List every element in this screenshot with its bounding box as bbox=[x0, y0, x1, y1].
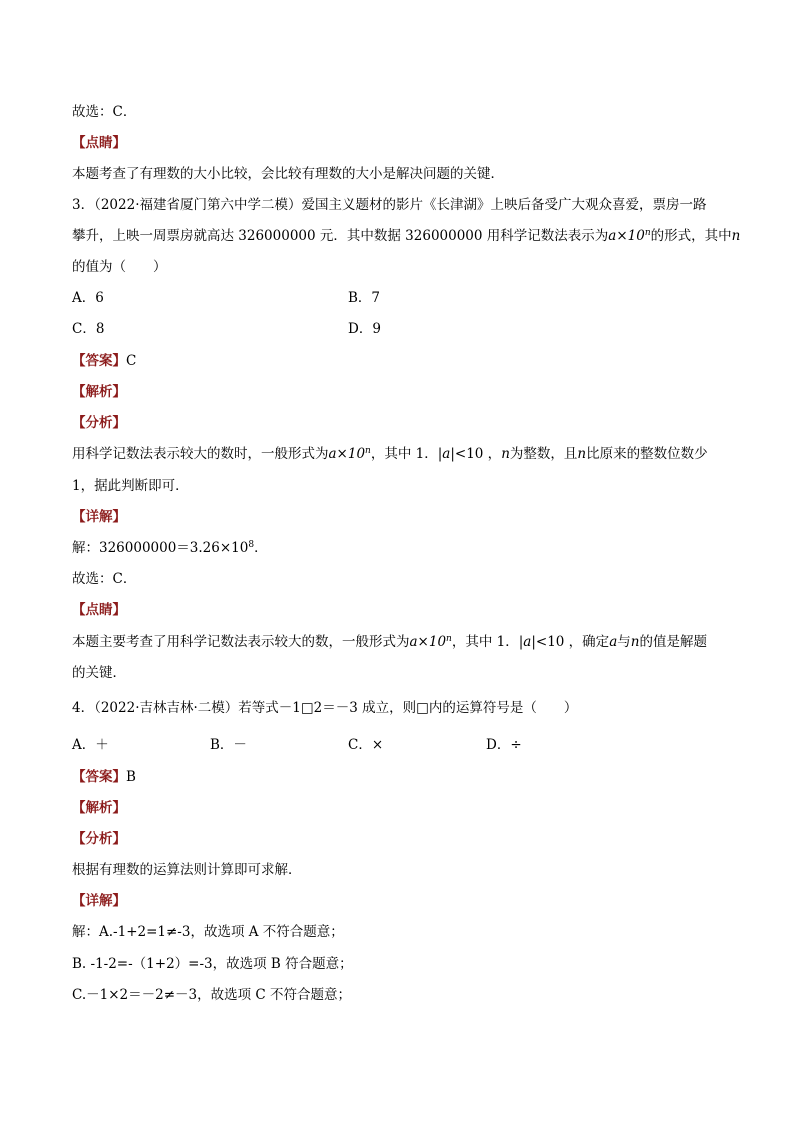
q4-detail-header: 【详解】 bbox=[72, 893, 126, 909]
q4-detail-line1: 解：A.-1+2=1≠-3，故选项 A 不符合题意； bbox=[72, 924, 344, 940]
q3-comment-exponent: n bbox=[446, 634, 452, 644]
q4-option-b: B．－ bbox=[210, 737, 247, 753]
q4-answer-value: B bbox=[126, 769, 136, 785]
q3-comment-text: ，其中 1．| bbox=[451, 634, 524, 650]
q3-stem-text: 攀升，上映一周票房就高达 326000000 元．其中数据 326000000 用科学记数法表示为 bbox=[72, 228, 609, 244]
q3-comment-text: 的值是解题 bbox=[639, 634, 707, 650]
q3-fenxi-variable: n bbox=[577, 446, 587, 462]
q3-fenxi-exponent: n bbox=[365, 446, 371, 456]
q4-option-c: C．× bbox=[348, 737, 384, 753]
q4-fenxi-text: 根据有理数的运算法则计算即可求解． bbox=[72, 862, 302, 878]
q4-detail-line3: C.－1×2＝－2≠－3，故选项 C 不符合题意； bbox=[72, 987, 352, 1003]
q3-comment-formula: a×10 bbox=[409, 634, 447, 650]
q3-option-b: B．7 bbox=[348, 290, 381, 306]
q3-fenxi-header: 【分析】 bbox=[72, 415, 126, 431]
q3-detail-text: 解：326000000＝3.26×10 bbox=[72, 540, 249, 556]
q3-detail-header: 【详解】 bbox=[72, 509, 126, 525]
q3-fenxi-line1 bbox=[72, 445, 708, 463]
q3-detail-line bbox=[72, 539, 268, 557]
q3-option-a: A．6 bbox=[72, 290, 104, 306]
q3-fenxi-variable: n bbox=[501, 446, 510, 462]
q3-detail-text: ． bbox=[254, 540, 268, 556]
q3-option-d: D．9 bbox=[348, 321, 381, 337]
q2-comment-header: 【点睛】 bbox=[72, 135, 126, 151]
q3-comment-variable: n bbox=[630, 634, 640, 650]
q3-answer bbox=[72, 352, 136, 370]
q3-answer-header: 【答案】 bbox=[72, 353, 126, 369]
q3-detail-exponent: 8 bbox=[248, 540, 255, 550]
q4-answer-header: 【答案】 bbox=[72, 769, 126, 785]
q3-fenxi-text: |<10 ， bbox=[450, 446, 502, 462]
q4-analysis-header: 【解析】 bbox=[72, 800, 126, 816]
q2-answer-line: 故选：C． bbox=[72, 104, 137, 120]
q4-option-d: D．÷ bbox=[486, 737, 522, 753]
q3-fenxi-line2: 1，据此判断即可． bbox=[72, 478, 189, 494]
q3-stem-line2 bbox=[72, 227, 740, 245]
q4-detail-line2: B. -1-2=-（1+2）=-3，故选项 B 符合题意； bbox=[72, 956, 353, 972]
q2-comment-text: 本题考查了有理数的大小比较，会比较有理数的大小是解决问题的关键． bbox=[72, 166, 504, 182]
q3-answer-line: 故选：C． bbox=[72, 571, 137, 587]
q3-fenxi-formula: a×10 bbox=[328, 446, 366, 462]
q3-stem-variable: n bbox=[731, 228, 741, 244]
q4-stem: 4．（2022·吉林吉林·二模）若等式－1□2＝－3 成立，则□内的运算符号是（ ） bbox=[72, 700, 578, 716]
q4-answer bbox=[72, 768, 136, 786]
q3-analysis-header: 【解析】 bbox=[72, 384, 126, 400]
q3-stem-formula: a×10 bbox=[608, 228, 645, 244]
q3-stem-exponent: n bbox=[644, 228, 651, 238]
q3-fenxi-text: 比原来的整数位数少 bbox=[586, 446, 708, 462]
q3-comment-line1 bbox=[72, 633, 707, 651]
q3-fenxi-text: 为整数，且 bbox=[509, 446, 578, 462]
q3-comment-text: |<10 ，确定 bbox=[531, 634, 610, 650]
q3-comment-variable: a bbox=[609, 634, 618, 650]
q3-fenxi-text: ，其中 1．| bbox=[370, 446, 443, 462]
q3-answer-value: C bbox=[126, 353, 137, 369]
q3-comment-line2: 的关键． bbox=[72, 665, 126, 681]
q3-stem-text: 的形式，其中 bbox=[650, 228, 732, 244]
q3-fenxi-text: 用科学记数法表示较大的数时，一般形式为 bbox=[72, 446, 329, 462]
q3-comment-header: 【点睛】 bbox=[72, 602, 126, 618]
q3-comment-variable: a bbox=[523, 634, 532, 650]
q4-fenxi-header: 【分析】 bbox=[72, 831, 126, 847]
q4-option-a: A．＋ bbox=[72, 737, 109, 753]
q3-comment-text: 本题主要考查了用科学记数法表示较大的数，一般形式为 bbox=[72, 634, 410, 650]
q3-option-c: C．8 bbox=[72, 321, 105, 337]
q3-stem-line1: 3．（2022·福建省厦门第六中学二模）爱国主义题材的影片《长津湖》上映后备受广大观众喜爱，票房一路 bbox=[72, 197, 707, 213]
q3-comment-text: 与 bbox=[617, 634, 631, 650]
q3-fenxi-variable: a bbox=[442, 446, 451, 462]
q3-stem-line3: 的值为（ ） bbox=[72, 259, 167, 275]
